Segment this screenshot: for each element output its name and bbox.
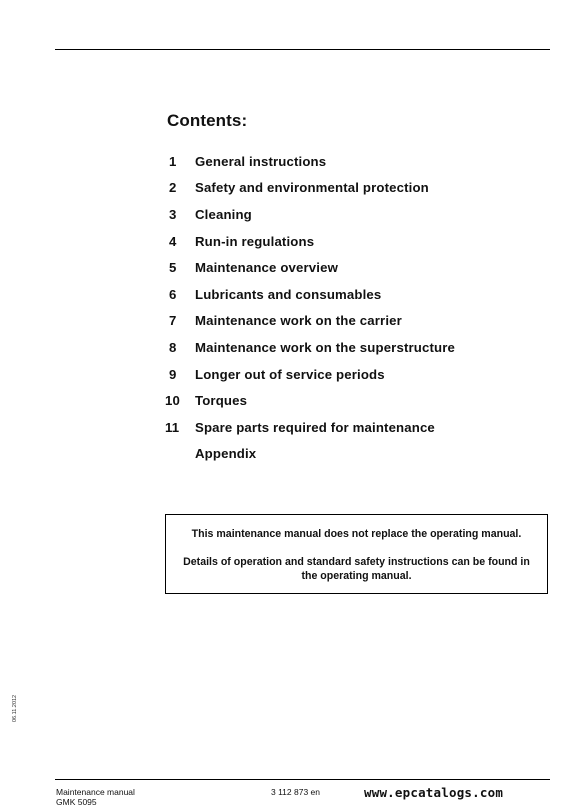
toc-title: Torques bbox=[195, 393, 248, 409]
toc-title: Maintenance overview bbox=[195, 260, 338, 276]
toc-item[interactable] bbox=[165, 387, 455, 414]
toc-title: Run-in regulations bbox=[195, 233, 315, 249]
toc-item[interactable] bbox=[165, 148, 455, 175]
notice-text: Details of operation and standard safety instructions can be found in the operating manual. bbox=[183, 556, 530, 582]
toc-item[interactable] bbox=[165, 441, 455, 468]
toc-title: Maintenance work on the carrier bbox=[195, 313, 402, 329]
toc-title: Spare parts required for maintenance bbox=[195, 419, 435, 435]
toc-item[interactable] bbox=[165, 228, 455, 255]
toc-title: Maintenance work on the superstructure bbox=[195, 339, 455, 355]
footer-model: GMK 5095 bbox=[56, 797, 97, 807]
notice-box bbox=[165, 514, 548, 594]
toc-number: 8 bbox=[169, 339, 177, 355]
footer-doc-type: Maintenance manual bbox=[56, 787, 135, 797]
footer-doc-number: 3 112 873 en bbox=[271, 787, 320, 797]
toc-item[interactable] bbox=[165, 334, 455, 361]
toc-item[interactable] bbox=[165, 308, 455, 335]
toc-title: Cleaning bbox=[195, 206, 252, 222]
toc-number: 2 bbox=[169, 180, 177, 196]
toc-item[interactable] bbox=[165, 361, 455, 388]
toc-number: 7 bbox=[169, 313, 177, 329]
bottom-rule bbox=[55, 779, 550, 780]
toc-item[interactable] bbox=[165, 254, 455, 281]
toc-item[interactable] bbox=[165, 414, 455, 441]
toc-title: Longer out of service periods bbox=[195, 366, 385, 382]
toc-number: 9 bbox=[169, 366, 177, 382]
toc-number: 6 bbox=[169, 286, 177, 302]
toc-number: 10 bbox=[165, 393, 180, 409]
toc-item[interactable] bbox=[165, 175, 455, 202]
toc-number: 3 bbox=[169, 206, 177, 222]
table-of-contents bbox=[165, 148, 455, 467]
footer-doc-info bbox=[56, 787, 135, 807]
toc-item[interactable] bbox=[165, 201, 455, 228]
watermark-url: www.epcatalogs.com bbox=[364, 785, 504, 800]
toc-number: 4 bbox=[169, 233, 177, 249]
toc-title: Appendix bbox=[195, 446, 257, 462]
page-title: Contents: bbox=[167, 111, 248, 130]
toc-number: 5 bbox=[169, 260, 177, 276]
revision-date: 06.11.2012 bbox=[12, 694, 18, 722]
toc-title: Safety and environmental protection bbox=[195, 180, 429, 196]
toc-number: 11 bbox=[165, 419, 180, 435]
toc-item[interactable] bbox=[165, 281, 455, 308]
notice-text: This maintenance manual does not replace the operating manual. bbox=[191, 528, 522, 540]
top-rule bbox=[55, 49, 550, 50]
toc-number: 1 bbox=[169, 153, 177, 169]
toc-title: General instructions bbox=[195, 153, 327, 169]
toc-title: Lubricants and consumables bbox=[195, 286, 382, 302]
